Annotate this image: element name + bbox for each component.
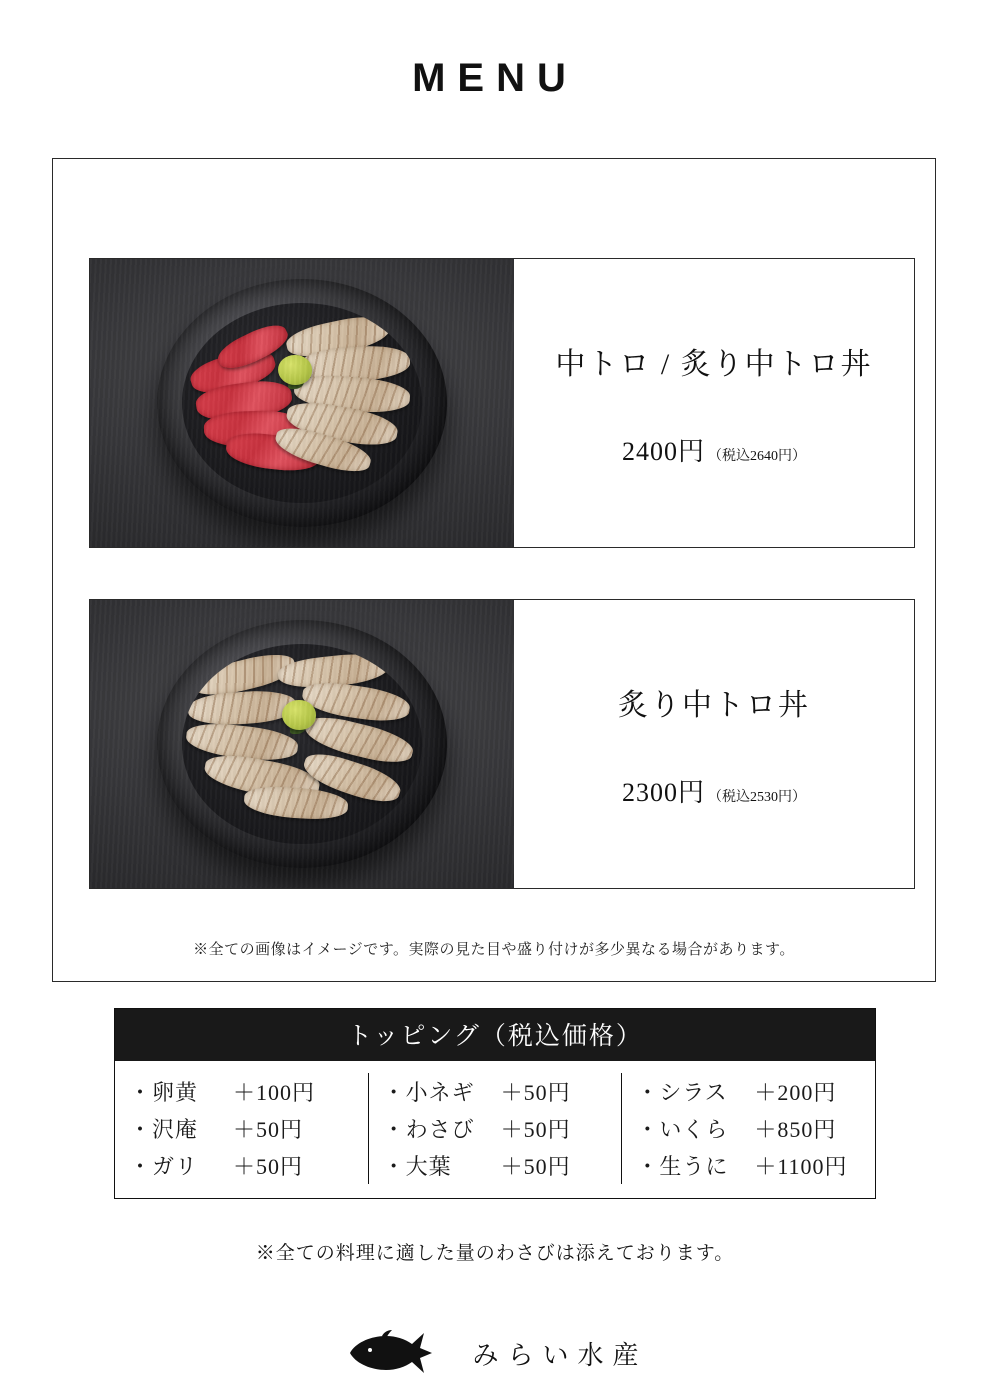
seared-slice — [302, 711, 416, 769]
topping-name: ・ガリ — [129, 1154, 199, 1179]
seared-slice — [293, 373, 411, 415]
menu-item-price-tax: （税込2640円） — [708, 448, 806, 464]
toppings-table-body — [115, 1061, 875, 1198]
wasabi-dollop — [282, 700, 316, 730]
menu-item-price: 2400円 — [621, 436, 705, 466]
tuna-slice — [187, 344, 279, 400]
topping-name: ・卵黄 — [129, 1080, 199, 1105]
menu-item-row — [89, 258, 915, 548]
bowl-inner — [182, 303, 422, 503]
tuna-slice — [203, 409, 304, 448]
toppings-column — [621, 1073, 875, 1184]
topping-price: ＋50円 — [500, 1117, 571, 1142]
photo-background — [90, 259, 514, 547]
page-title: MENU — [412, 56, 578, 100]
tuna-slice — [214, 318, 293, 376]
topping-name: ・いくら — [636, 1117, 729, 1142]
menu-item-price-tax: （税込2530円） — [708, 789, 806, 805]
topping-row — [636, 1073, 861, 1110]
seared-slice — [277, 650, 390, 691]
menu-item-photo-chutoro — [90, 259, 514, 547]
menu-item-info — [514, 259, 914, 547]
seared-slice — [284, 398, 400, 451]
seared-slice — [300, 679, 411, 726]
bowl-inner — [182, 644, 422, 844]
wasabi-dollop — [278, 355, 312, 385]
topping-row — [636, 1147, 861, 1184]
shiso-leaf — [288, 377, 304, 389]
toppings-table — [114, 1008, 876, 1199]
menu-item-info — [514, 600, 914, 888]
menu-item-price: 2300円 — [621, 777, 705, 807]
bowl-outer — [157, 279, 447, 527]
toppings-column — [368, 1073, 622, 1184]
topping-name: ・シラス — [636, 1080, 728, 1105]
bowl-outer — [157, 620, 447, 868]
menu-item-photo-aburi-chutoro — [90, 600, 514, 888]
topping-row — [383, 1147, 608, 1184]
menu-panel — [52, 158, 936, 982]
seared-slice — [299, 343, 411, 385]
topping-name: ・大葉 — [382, 1154, 452, 1179]
topping-row — [383, 1073, 608, 1110]
brand-name: みらい水産 — [472, 1340, 648, 1370]
menu-item-name: 中トロ / 炙り中トロ丼 — [555, 347, 873, 381]
image-disclaimer-note: ※全ての画像はイメージです。実際の見た目や盛り付けが多少異なる場合があります。 — [193, 942, 795, 958]
topping-price: ＋50円 — [233, 1154, 304, 1179]
topping-price: ＋50円 — [500, 1080, 571, 1105]
tuna-slice — [224, 430, 321, 474]
seared-slice — [243, 784, 349, 821]
topping-name: ・小ネギ — [382, 1080, 475, 1105]
topping-name: ・わさび — [382, 1117, 475, 1142]
toppings-table-header: トッピング（税込価格） — [115, 1009, 875, 1061]
tuna-fish-icon — [342, 1330, 450, 1376]
tuna-slice — [194, 376, 294, 425]
menu-item-row — [89, 599, 915, 889]
topping-price: ＋200円 — [754, 1080, 837, 1105]
seared-slice — [272, 422, 374, 478]
topping-price: ＋50円 — [233, 1117, 304, 1142]
toppings-column — [115, 1073, 368, 1184]
topping-price: ＋50円 — [500, 1154, 571, 1179]
menu-item-name: 炙り中トロ丼 — [618, 688, 810, 722]
topping-row — [383, 1110, 608, 1147]
seared-slice — [284, 311, 392, 364]
seared-slice — [187, 688, 297, 727]
topping-price: ＋100円 — [233, 1080, 316, 1105]
topping-name: ・沢庵 — [129, 1117, 199, 1142]
menu-item-price-line — [622, 431, 806, 468]
wasabi-note: ※全ての料理に適した量のわさびは添えております。 — [255, 1243, 735, 1264]
topping-name: ・生うに — [636, 1154, 729, 1179]
topping-price: ＋1100円 — [754, 1154, 848, 1179]
menu-item-price-line — [622, 772, 806, 809]
seared-slice — [185, 720, 300, 764]
seared-slice — [300, 747, 405, 808]
shiso-leaf — [290, 722, 306, 734]
topping-row — [129, 1073, 354, 1110]
footer-brand — [0, 1330, 990, 1376]
topping-price: ＋850円 — [754, 1117, 837, 1142]
topping-row — [129, 1110, 354, 1147]
topping-row — [129, 1147, 354, 1184]
photo-background — [90, 600, 514, 888]
topping-row — [636, 1110, 861, 1147]
seared-slice — [202, 750, 322, 804]
seared-slice — [190, 648, 298, 702]
